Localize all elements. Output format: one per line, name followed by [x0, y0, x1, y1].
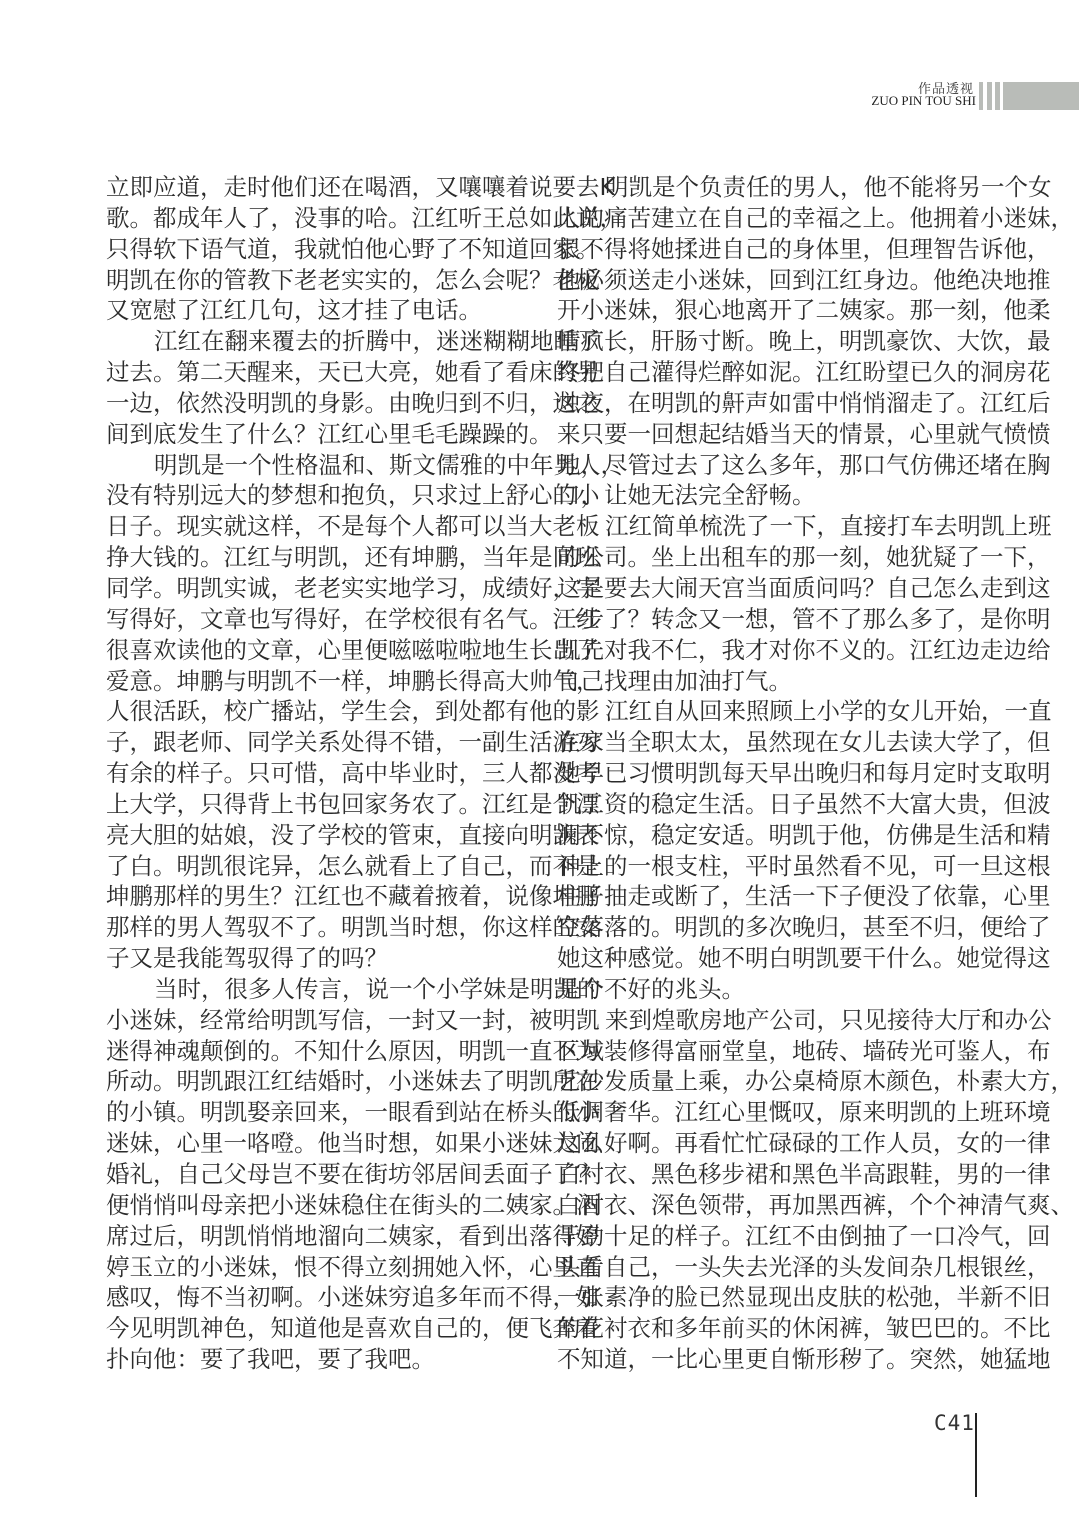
- text-line: 他必须送走小迷妹，回到江红身边。他绝决地推: [557, 265, 1051, 294]
- text-line: 间到底发生了什么？江红心里毛毛躁躁的。: [106, 419, 553, 448]
- text-line: 很喜欢读他的文章，心里便嗞嗞啦啦地生长出了: [106, 635, 600, 664]
- text-line: 那样的男人驾驭不了。明凯当时想，你这样的女: [106, 913, 600, 942]
- text-line: 在家当全职太太，虽然现在女儿去读大学了，但: [557, 728, 1051, 757]
- text-line: 歌。都成年人了，没事的哈。江红听王总如此说，: [106, 203, 623, 232]
- text-line: 席过后，明凯悄悄地溜向二姨家，看到出落得婷: [106, 1221, 600, 1250]
- paragraph: [106, 172, 623, 326]
- text-line: 干劲十足的样子。江红不由倒抽了一口冷气，回: [557, 1221, 1051, 1250]
- text-line: 这么好啊。再看忙忙碌碌的工作人员，女的一律: [557, 1129, 1051, 1158]
- text-line: 挣大钱的。江红与明凯，还有坤鹏，当年是同班: [106, 543, 600, 572]
- text-line: 终把自己灌得烂醉如泥。江红盼望已久的洞房花: [557, 358, 1051, 387]
- text-line: 地，尽管过去了这么多年，那口气仿佛还堵在胸: [557, 450, 1051, 479]
- text-line: 子又是我能驾驭得了的吗？: [106, 944, 388, 973]
- header-bar-block: [1003, 82, 1079, 110]
- text-line: 白衬衣、深色领带，再加黑西裤，个个神清气爽、: [557, 1190, 1074, 1219]
- text-line: 迷得神魂颠倒的。不知什么原因，明凯一直不为: [106, 1036, 600, 1065]
- text-line: 明凯在你的管教下老老实实的，怎么会呢？老板: [106, 265, 600, 294]
- text-line: 写得好，文章也写得好，在学校很有名气。江红: [106, 604, 600, 633]
- text-line: 烛夜，在明凯的鼾声如雷中悄悄溜走了。江红后: [557, 388, 1051, 417]
- text-line: 来到煌歌房地产公司，只见接待大厅和办公: [605, 1005, 1052, 1034]
- text-line: 同学。明凯实诚，老老实实地学习，成绩好，字: [106, 573, 600, 602]
- page-number: C41: [934, 1411, 975, 1435]
- text-line: 又宽慰了江红几句，这才挂了电话。: [106, 296, 482, 325]
- text-line: 过去。第二天醒来，天已大亮，她看了看床的另: [106, 358, 600, 387]
- text-line: 明凯是个负责任的男人，他不能将另一个女: [605, 173, 1052, 201]
- text-line: 有余的样子。只可惜，高中毕业时，三人都没考: [106, 759, 600, 788]
- text-line: 她这种感觉。她不明白明凯要干什么。她觉得这: [557, 944, 1051, 973]
- text-line: 柱子抽走或断了，生活一下子便没了依靠，心里: [557, 882, 1051, 911]
- text-line: 没有特别远大的梦想和抱负，只求过上舒心的小: [106, 481, 600, 510]
- text-line: 江红自从回来照顾上小学的女儿开始，一直: [605, 697, 1052, 726]
- text-line: 江红在翻来覆去的折腾中，迷迷糊糊地睡了: [154, 327, 601, 356]
- text-line: 开小迷妹，狠心地离开了二姨家。那一刻，他柔: [557, 296, 1051, 325]
- text-line: 人很活跃，校广播站，学生会，到处都有他的影: [106, 697, 600, 726]
- text-line: 婚礼，自己父母岂不要在街坊邻居间丢面子了？: [106, 1160, 600, 1188]
- text-line: 便悄悄叫母亲把小迷妹稳住在街头的二姨家。酒: [106, 1190, 600, 1219]
- text-line: 子，跟老师、同学关系处得不错，一副生活游刃: [106, 728, 600, 757]
- text-line: 只得软下语气道，我就怕他心野了不知道回家。: [106, 234, 600, 263]
- text-line: 亮大胆的姑娘，没了学校的管束，直接向明凯表: [106, 820, 600, 849]
- text-line: 艺沙发质量上乘，办公桌椅原木颜色，朴素大方，: [557, 1067, 1074, 1096]
- header-bar-thin-1: [979, 82, 983, 110]
- paragraph: [557, 1005, 1074, 1375]
- text-line: 当时，很多人传言，说一个小学妹是明凯的: [154, 974, 601, 1003]
- text-line: 她早已习惯明凯每天早出晚归和每月定时支取明: [557, 759, 1051, 788]
- text-line: 坤鹏那样的男生？江红也不藏着掖着，说像坤鹏: [106, 882, 600, 911]
- text-line: 立即应道，走时他们还在喝酒，又嚷嚷着说要去K: [106, 173, 615, 201]
- text-line: 了白。明凯很诧异，怎么就看上了自己，而不是: [106, 851, 600, 880]
- text-line: 今见明凯神色，知道他是喜欢自己的，便飞奔着: [106, 1314, 600, 1343]
- text-line: 情疯长，肝肠寸断。晚上，明凯豪饮、大饮，最: [557, 327, 1051, 356]
- text-line: 江红简单梳洗了一下，直接打车去明凯上班: [605, 512, 1052, 541]
- text-line: 澜不惊，稳定安适。明凯于他，仿佛是生活和精: [557, 820, 1051, 849]
- section-title-en: ZUO PIN TOU SHI: [871, 93, 976, 108]
- text-line: 恨不得将她揉进自己的身体里，但理智告诉他，: [557, 234, 1051, 263]
- text-line: 低调奢华。江红心里慨叹，原来明凯的上班环境: [557, 1098, 1051, 1127]
- header-bar-thin-3: [995, 82, 1000, 110]
- article-column-right: [557, 172, 1074, 1375]
- text-line: 的花衬衣和多年前买的休闲裤，皱巴巴的。不比: [557, 1314, 1051, 1343]
- paragraph: [557, 696, 1052, 1004]
- section-title-cn: 作品透视: [917, 82, 974, 97]
- text-line: 不知道，一比心里更自惭形秽了。突然，她猛地: [557, 1345, 1051, 1374]
- text-line: 一张素净的脸已然显现出皮肤的松弛，半新不旧: [557, 1283, 1051, 1312]
- text-line: 的公司。坐上出租车的那一刻，她犹疑了一下，: [557, 543, 1051, 572]
- text-line: 神上的一根支柱，平时虽然看不见，可一旦这根: [557, 851, 1051, 880]
- text-line: 小迷妹，经常给明凯写信，一封又一封，被明凯: [106, 1005, 600, 1034]
- text-line: 区域装修得富丽堂皇，地砖、墙砖光可鉴人，布: [557, 1036, 1051, 1065]
- paragraph: [106, 450, 624, 974]
- text-line: 是个不好的兆头。: [557, 974, 745, 1003]
- paragraph: [106, 974, 601, 1375]
- text-line: 的小镇。明凯娶亲回来，一眼看到站在桥头的小: [106, 1098, 600, 1127]
- text-line: 自己找理由加油打气。: [557, 666, 792, 695]
- text-line: 感叹，悔不当初啊。小迷妹穷追多年而不得，如: [106, 1283, 600, 1312]
- text-line: 日子。现实就这样，不是每个人都可以当大老板: [106, 512, 600, 541]
- text-line: 这是要去大闹天宫当面质问吗？自己怎么走到这: [557, 573, 1051, 602]
- text-line: 人的痛苦建立在自己的幸福之上。他拥着小迷妹，: [557, 203, 1074, 232]
- text-line: 一边，依然没明凯的身影。由晚归到不归，这之: [106, 388, 600, 417]
- text-line: 白衬衣、黑色移步裙和黑色半高跟鞋，男的一律: [557, 1160, 1051, 1188]
- paragraph: [557, 511, 1052, 696]
- text-line: 明凯是一个性格温和、斯文儒雅的中年男人，: [154, 450, 624, 479]
- text-line: 口，让她无法完全舒畅。: [557, 481, 816, 510]
- text-line: 迷妹，心里一咯噔。他当时想，如果小迷妹大闹: [106, 1129, 600, 1158]
- text-line: 凯先对我不仁，我才对你不义的。江红边走边给: [557, 635, 1051, 664]
- page-number-rule: [975, 1413, 977, 1497]
- article-column-left: [106, 172, 624, 1375]
- text-line: 婷玉立的小迷妹，恨不得立刻拥她入怀，心里直: [106, 1252, 600, 1281]
- text-line: 来只要一回想起结婚当天的情景，心里就气愤愤: [557, 419, 1051, 448]
- text-line: 上大学，只得背上书包回家务农了。江红是个漂: [106, 789, 600, 818]
- text-line: 所动。明凯跟江红结婚时，小迷妹去了明凯所在: [106, 1067, 600, 1096]
- paragraph: [106, 326, 601, 449]
- header-bar-thin-2: [987, 82, 992, 110]
- text-line: 扑向他：要了我吧，要了我吧。: [106, 1345, 435, 1374]
- text-line: 爱意。坤鹏与明凯不一样，坤鹏长得高大帅气，: [106, 666, 600, 695]
- text-line: 空落落的。明凯的多次晚归，甚至不归，便给了: [557, 913, 1051, 942]
- text-line: 头看自己，一头失去光泽的头发间杂几根银丝，: [557, 1252, 1051, 1281]
- paragraph: [557, 172, 1074, 511]
- text-line: 凯工资的稳定生活。日子虽然不大富大贵，但波: [557, 789, 1051, 818]
- text-line: 一步了？转念又一想，管不了那么多了，是你明: [557, 604, 1051, 633]
